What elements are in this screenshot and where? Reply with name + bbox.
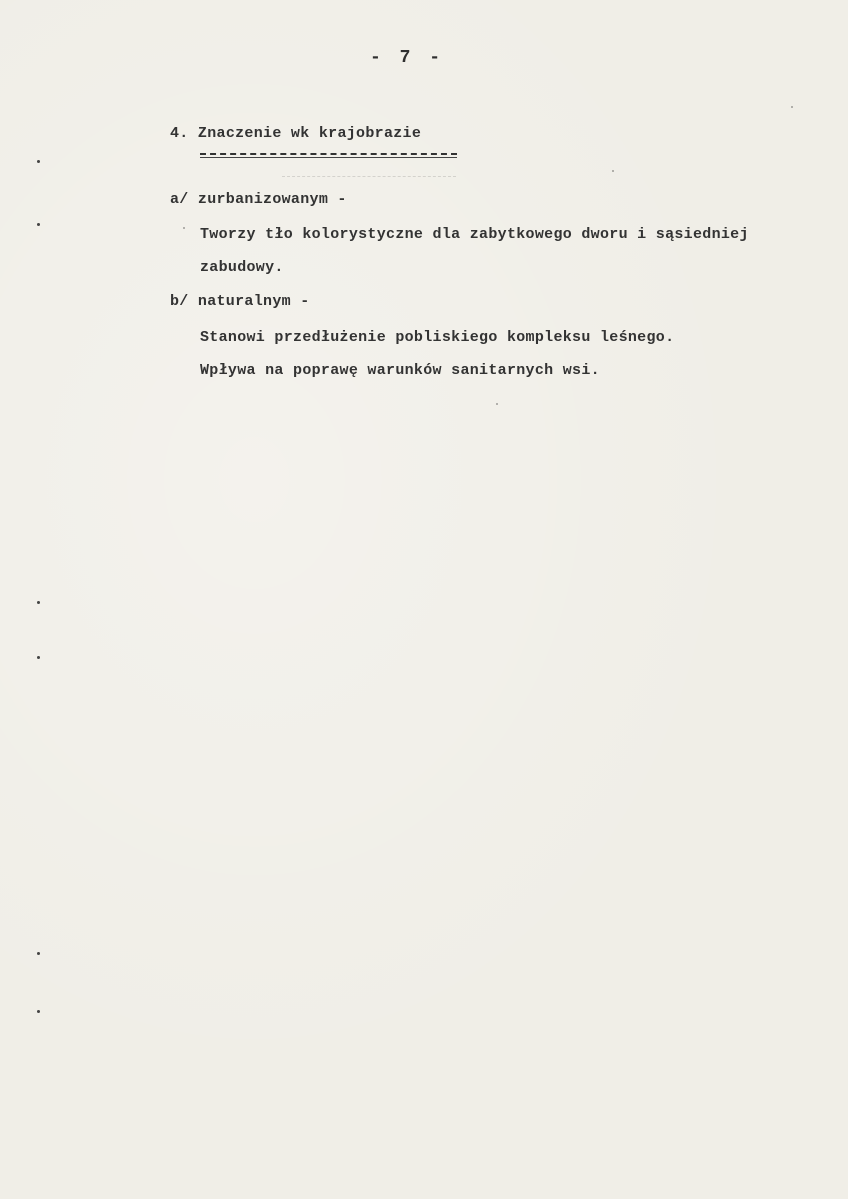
section-a-label: a/ zurbanizowanym -: [170, 191, 347, 208]
section-heading: [170, 125, 421, 142]
page-number: - 7 -: [370, 48, 445, 68]
section-b-line-2: Wpływa na poprawę warunków sanitarnych wsi.: [200, 362, 600, 379]
section-a-line-2: zabudowy.: [200, 259, 284, 276]
margin-mark: [37, 1010, 40, 1013]
section-b-line-1: Stanowi przedłużenie pobliskiego kompleksu leśnego.: [200, 329, 675, 346]
heading-underline-second: [200, 157, 457, 158]
margin-mark: [37, 601, 40, 604]
heading-underline: [200, 153, 457, 155]
heading-title: Znaczenie wk krajobrazie: [197, 125, 422, 142]
paper-speck: [496, 403, 498, 405]
section-b-label: b/ naturalnym -: [170, 293, 310, 310]
margin-mark: [37, 160, 40, 163]
faint-dashed-rule: [282, 176, 456, 177]
margin-mark: [37, 223, 40, 226]
heading-number: 4.: [170, 125, 189, 142]
paper-speck: [183, 227, 185, 229]
margin-mark: [37, 656, 40, 659]
paper-speck: [791, 106, 793, 108]
section-a-line-1: Tworzy tło kolorystyczne dla zabytkowego dworu i sąsiedniej: [200, 226, 749, 243]
margin-mark: [37, 952, 40, 955]
paper-speck: [612, 170, 614, 172]
